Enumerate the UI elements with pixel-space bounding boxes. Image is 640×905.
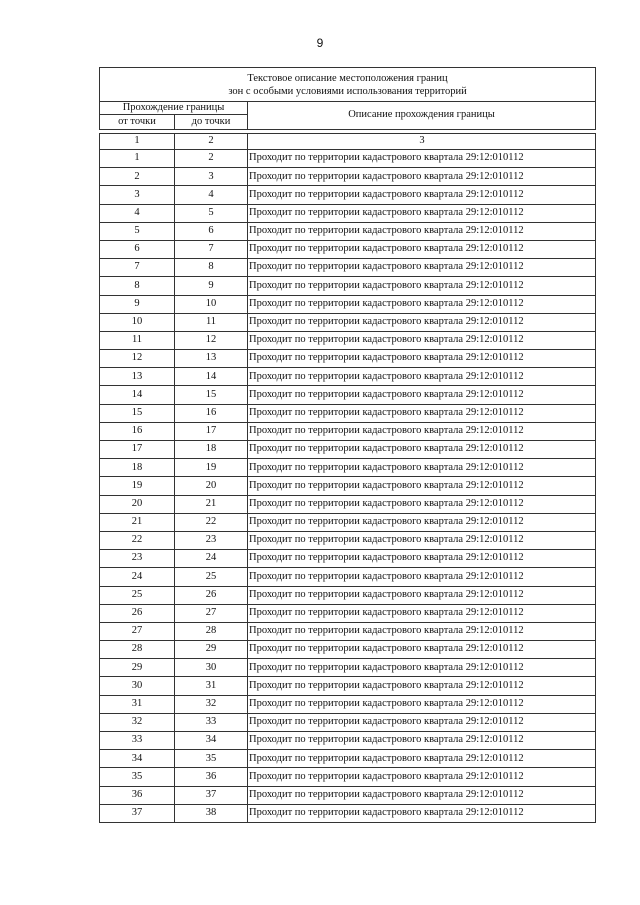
cell-from: 33 [100,732,175,750]
cell-to: 36 [175,768,248,786]
cell-to: 15 [175,386,248,404]
cell-from: 1 [100,150,175,168]
cell-to: 9 [175,277,248,295]
table-row [100,259,596,277]
table-row [100,459,596,477]
cell-description: Проходит по территории кадастрового квартала 29:12:010112 [248,441,596,459]
cell-to: 26 [175,586,248,604]
table-row [100,568,596,586]
cell-from: 34 [100,750,175,768]
cell-from: 26 [100,604,175,622]
cell-description: Проходит по территории кадастрового квартала 29:12:010112 [248,313,596,331]
table-row [100,331,596,349]
cell-description: Проходит по территории кадастрового квартала 29:12:010112 [248,604,596,622]
cell-from: 31 [100,695,175,713]
table-row [100,695,596,713]
table-row [100,550,596,568]
table-row [100,240,596,258]
column-number: 1 [100,134,175,150]
cell-from: 20 [100,495,175,513]
cell-to: 34 [175,732,248,750]
table-row [100,677,596,695]
table-row [100,495,596,513]
cell-description: Проходит по территории кадастрового квартала 29:12:010112 [248,768,596,786]
cell-from: 5 [100,222,175,240]
cell-from: 36 [100,786,175,804]
cell-from: 2 [100,168,175,186]
cell-from: 21 [100,513,175,531]
header-description: Описание прохождения границы [248,102,596,130]
cell-description: Проходит по территории кадастрового квартала 29:12:010112 [248,422,596,440]
cell-description: Проходит по территории кадастрового квартала 29:12:010112 [248,750,596,768]
cell-to: 31 [175,677,248,695]
cell-from: 30 [100,677,175,695]
cell-description: Проходит по территории кадастрового квартала 29:12:010112 [248,350,596,368]
column-numbering-row [100,134,596,150]
cell-to: 14 [175,368,248,386]
table-row [100,277,596,295]
table-row [100,659,596,677]
cell-to: 24 [175,550,248,568]
table-row [100,295,596,313]
table-row [100,586,596,604]
table-row [100,404,596,422]
cell-to: 30 [175,659,248,677]
cell-description: Проходит по территории кадастрового квартала 29:12:010112 [248,240,596,258]
cell-from: 9 [100,295,175,313]
column-number: 2 [175,134,248,150]
cell-description: Проходит по территории кадастрового квартала 29:12:010112 [248,804,596,822]
table-row [100,186,596,204]
cell-from: 11 [100,331,175,349]
cell-description: Проходит по территории кадастрового квартала 29:12:010112 [248,386,596,404]
table-row [100,313,596,331]
cell-from: 37 [100,804,175,822]
cell-to: 10 [175,295,248,313]
cell-to: 13 [175,350,248,368]
cell-from: 6 [100,240,175,258]
cell-description: Проходит по территории кадастрового квартала 29:12:010112 [248,204,596,222]
cell-to: 18 [175,441,248,459]
table-row [100,350,596,368]
cell-description: Проходит по территории кадастрового квартала 29:12:010112 [248,459,596,477]
cell-description: Проходит по территории кадастрового квартала 29:12:010112 [248,531,596,549]
table-row [100,732,596,750]
cell-from: 12 [100,350,175,368]
table-row [100,150,596,168]
table-title-line1: Текстовое описание местоположения границ [247,72,448,84]
table-row [100,641,596,659]
table-row [100,477,596,495]
cell-from: 24 [100,568,175,586]
cell-description: Проходит по территории кадастрового квартала 29:12:010112 [248,477,596,495]
cell-description: Проходит по территории кадастрового квартала 29:12:010112 [248,677,596,695]
cell-from: 15 [100,404,175,422]
cell-to: 4 [175,186,248,204]
cell-description: Проходит по территории кадастрового квартала 29:12:010112 [248,259,596,277]
cell-to: 2 [175,150,248,168]
cell-to: 28 [175,622,248,640]
cell-description: Проходит по территории кадастрового квартала 29:12:010112 [248,732,596,750]
cell-from: 35 [100,768,175,786]
cell-from: 7 [100,259,175,277]
cell-description: Проходит по территории кадастрового квартала 29:12:010112 [248,568,596,586]
table-row [100,441,596,459]
page-number: 9 [316,36,324,50]
cell-to: 32 [175,695,248,713]
cell-to: 19 [175,459,248,477]
cell-from: 32 [100,713,175,731]
cell-to: 29 [175,641,248,659]
cell-description: Проходит по территории кадастрового квартала 29:12:010112 [248,695,596,713]
table-row [100,513,596,531]
header-row-1 [100,102,596,115]
cell-description: Проходит по территории кадастрового квартала 29:12:010112 [248,586,596,604]
cell-to: 27 [175,604,248,622]
cell-from: 25 [100,586,175,604]
cell-to: 25 [175,568,248,586]
cell-to: 16 [175,404,248,422]
cell-description: Проходит по территории кадастрового квартала 29:12:010112 [248,713,596,731]
table-title-row [100,68,596,102]
table-row [100,713,596,731]
table-row [100,750,596,768]
cell-description: Проходит по территории кадастрового квартала 29:12:010112 [248,622,596,640]
cell-description: Проходит по территории кадастрового квартала 29:12:010112 [248,368,596,386]
header-from: от точки [100,115,175,130]
cell-to: 20 [175,477,248,495]
cell-to: 11 [175,313,248,331]
cell-from: 27 [100,622,175,640]
cell-description: Проходит по территории кадастрового квартала 29:12:010112 [248,295,596,313]
cell-from: 28 [100,641,175,659]
table-row [100,368,596,386]
table-row [100,786,596,804]
cell-from: 29 [100,659,175,677]
cell-from: 19 [100,477,175,495]
cell-description: Проходит по территории кадастрового квартала 29:12:010112 [248,168,596,186]
table-title-line2: зон с особыми условиями использования территорий [228,85,467,97]
cell-description: Проходит по территории кадастрового квартала 29:12:010112 [248,186,596,204]
cell-from: 18 [100,459,175,477]
cell-from: 23 [100,550,175,568]
cell-description: Проходит по территории кадастрового квартала 29:12:010112 [248,495,596,513]
cell-from: 3 [100,186,175,204]
cell-to: 8 [175,259,248,277]
cell-to: 17 [175,422,248,440]
cell-to: 12 [175,331,248,349]
cell-to: 37 [175,786,248,804]
cell-to: 35 [175,750,248,768]
cell-description: Проходит по территории кадастрового квартала 29:12:010112 [248,641,596,659]
cell-to: 38 [175,804,248,822]
cell-from: 13 [100,368,175,386]
table-row [100,204,596,222]
cell-to: 7 [175,240,248,258]
table-row [100,222,596,240]
cell-description: Проходит по территории кадастрового квартала 29:12:010112 [248,786,596,804]
boundary-description-table [99,67,596,823]
cell-from: 8 [100,277,175,295]
table-body [100,68,596,823]
cell-to: 22 [175,513,248,531]
table-row [100,604,596,622]
table-row [100,386,596,404]
table-row [100,168,596,186]
table-title [100,68,596,102]
header-passage: Прохождение границы [100,102,248,115]
cell-from: 22 [100,531,175,549]
cell-description: Проходит по территории кадастрового квартала 29:12:010112 [248,404,596,422]
cell-description: Проходит по территории кадастрового квартала 29:12:010112 [248,222,596,240]
table-row [100,422,596,440]
table-row [100,804,596,822]
cell-description: Проходит по территории кадастрового квартала 29:12:010112 [248,659,596,677]
cell-to: 33 [175,713,248,731]
cell-to: 5 [175,204,248,222]
cell-from: 16 [100,422,175,440]
cell-to: 3 [175,168,248,186]
column-number: 3 [248,134,596,150]
cell-from: 14 [100,386,175,404]
cell-to: 23 [175,531,248,549]
cell-description: Проходит по территории кадастрового квартала 29:12:010112 [248,550,596,568]
cell-to: 21 [175,495,248,513]
cell-from: 10 [100,313,175,331]
cell-description: Проходит по территории кадастрового квартала 29:12:010112 [248,513,596,531]
cell-description: Проходит по территории кадастрового квартала 29:12:010112 [248,331,596,349]
cell-to: 6 [175,222,248,240]
table-row [100,622,596,640]
cell-description: Проходит по территории кадастрового квартала 29:12:010112 [248,150,596,168]
table-row [100,768,596,786]
cell-description: Проходит по территории кадастрового квартала 29:12:010112 [248,277,596,295]
header-to: до точки [175,115,248,130]
cell-from: 4 [100,204,175,222]
table-row [100,531,596,549]
cell-from: 17 [100,441,175,459]
